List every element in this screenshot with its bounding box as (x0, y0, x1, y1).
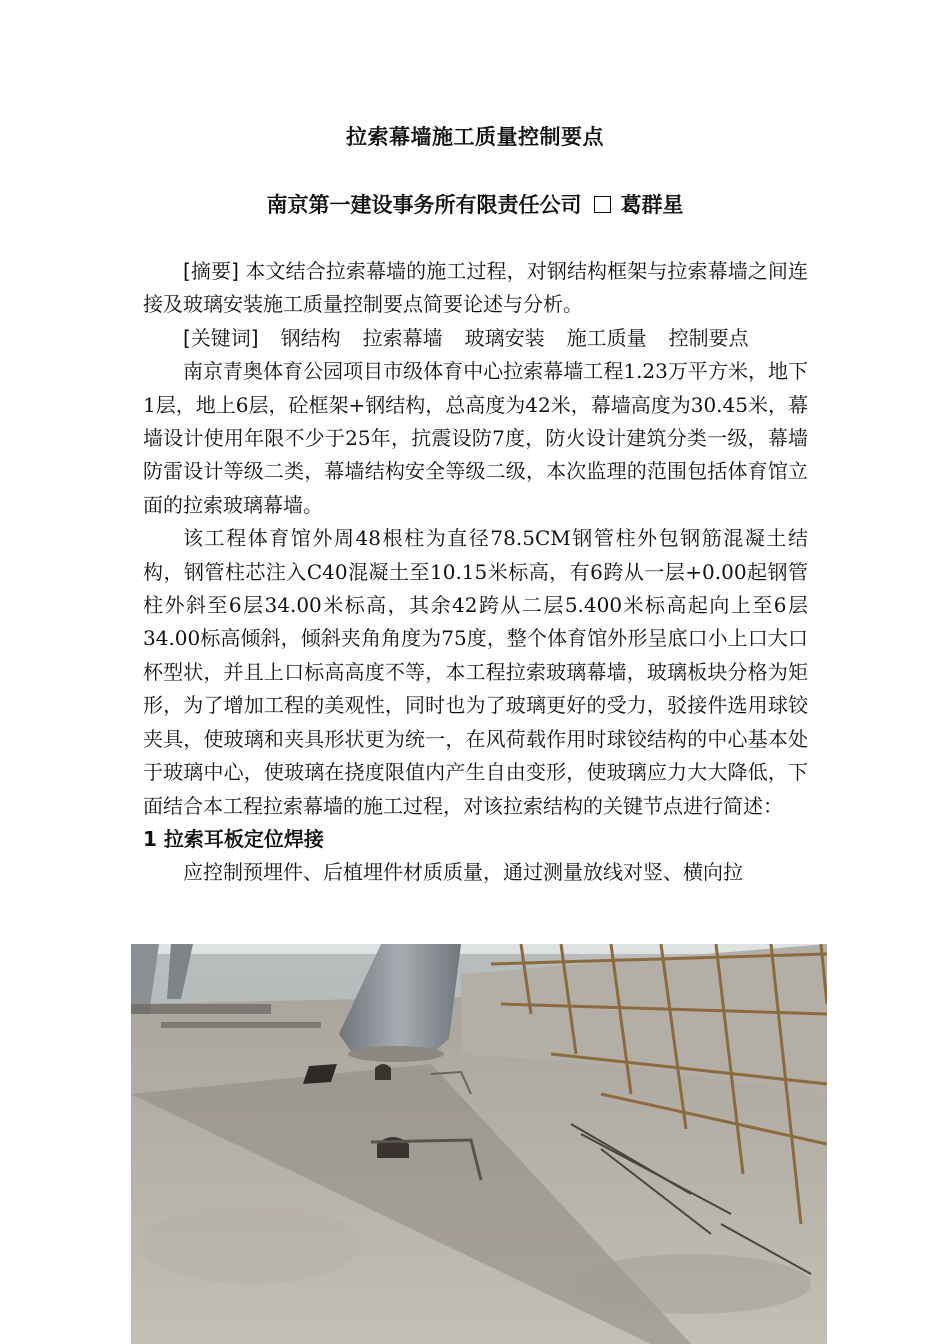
abstract-paragraph (143, 255, 808, 322)
keywords-label: [关键词] (183, 325, 259, 350)
column-base (348, 1046, 444, 1062)
keyword: 拉索幕墙 (362, 325, 443, 350)
author-line (0, 189, 950, 219)
photo-illustration (131, 944, 827, 1344)
keyword: 钢结构 (280, 325, 341, 350)
author-name: 葛群星 (620, 193, 684, 217)
document-body (143, 255, 808, 890)
abstract-text: 本文结合拉索幕墙的施工过程，对钢结构框架与拉索幕墙之间连接及玻璃安装施工质量控制要点简要论述与分析。 (143, 259, 809, 317)
body-paragraph: 南京青奥体育公园项目市级体育中心拉索幕墙工程1.23万平方米，地下1层，地上6层，砼框架+钢结构，总高度为42米，幕墙高度为30.45米，幕墙设计使用年限不少于25年，抗震设防7度，防火设计建筑分类一级，幕墙防雷设计等级二类，幕墙结构安全等级二级，本次监理的范围包括体育馆立面的拉索玻璃幕墙。 (143, 359, 808, 517)
author-organization: 南京第一建设事务所有限责任公司 (266, 193, 582, 217)
body-paragraph: 该工程体育馆外周48根柱为直径78.5CM钢管柱外包钢筋混凝土结构，钢管柱芯注入C40混凝土至10.15米标高，有6跨从一层+0.00起钢管柱外斜至6层34.00米标高，其余42跨从二层5.400米标高起向上至6层34.00标高倾斜，倾斜夹角角度为75度，整个体育馆外形呈底口小上口大口杯型状，并且上口标高高度不等，本工程拉索玻璃幕墙，玻璃板块分格为矩形，为了增加工程的美观性，同时也为了玻璃更好的受力，驳接件选用球铰夹具，使玻璃和夹具形状更为统一，在风荷载作用时球铰结构的中心基本处于玻璃中心，使玻璃在挠度限值内产生自由变形，使玻璃应力大大降低，下面结合本工程拉索幕墙的施工过程，对该拉索结构的关键节点进行简述： (143, 526, 808, 818)
section-paragraph: 应控制预埋件、后植埋件材质质量，通过测量放线对竖、横向拉 (183, 860, 743, 885)
debris (161, 1022, 321, 1028)
keyword: 控制要点 (668, 325, 749, 350)
abstract-label: [摘要] (183, 259, 239, 283)
construction-site-photo (131, 944, 827, 1344)
document-title: 拉索幕墙施工质量控制要点 (346, 125, 604, 149)
keyword: 施工质量 (566, 325, 647, 350)
section-heading: 1 拉索耳板定位焊接 (143, 826, 324, 851)
keyword: 玻璃安装 (464, 325, 545, 350)
keywords-paragraph (143, 322, 808, 355)
separator-box-icon (594, 196, 611, 213)
lug-plate (375, 1064, 391, 1080)
floor-patch (141, 1204, 361, 1284)
debris (131, 1004, 271, 1014)
floor-patch (571, 1254, 811, 1314)
